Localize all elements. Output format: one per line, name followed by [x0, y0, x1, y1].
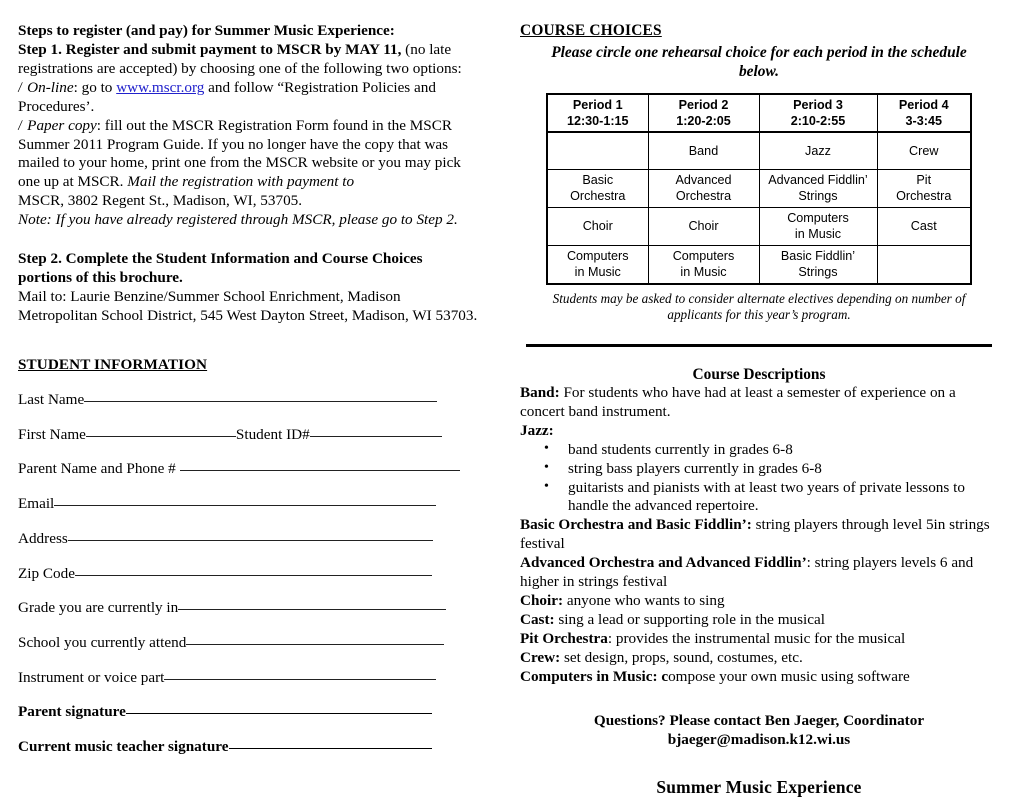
description-basic-text: string players through level 5in strings festival	[520, 516, 990, 553]
field-parent-signature-label: Parent signature	[18, 703, 126, 721]
description-crew-text: set design, props, sound, costumes, etc.	[560, 648, 803, 666]
period-1-time: 12:30-1:15	[566, 113, 629, 128]
option-online	[18, 79, 480, 117]
description-computers-in-music	[520, 668, 998, 687]
course-cell[interactable]: Computers in Music	[547, 245, 648, 284]
pencil-bullet-icon: \	[17, 79, 23, 96]
table-row	[547, 245, 971, 284]
course-cell[interactable]: Pit Orchestra	[877, 169, 971, 207]
field-last-name-label: Last Name	[18, 390, 85, 408]
description-computers-label: Computers in Music: c	[520, 667, 669, 685]
contact-question-line: Questions? Please contact Ben Jaeger, Coordinator	[593, 711, 925, 729]
option-paper-text: : fill out the MSCR Registration Form found in the MSCR Summer 2011 Program Guide. If you no longer have the copy that was mailed to your home, print one from the MSCR website or you may pick one up at MSCR.	[18, 116, 461, 191]
mscr-website-link[interactable]: www.mscr.org	[116, 78, 205, 96]
field-address-input[interactable]	[68, 540, 433, 541]
course-cell[interactable]	[877, 245, 971, 284]
contact-email: bjaeger@madison.k12.wi.us	[667, 731, 851, 749]
option-online-post: and follow “Registration Policies and Procedures’.	[18, 78, 436, 115]
field-first-name-label: First Name	[18, 425, 86, 443]
option-online-pre: : go to	[73, 78, 117, 96]
table-row	[547, 132, 971, 170]
description-cast-text: sing a lead or supporting role in the musical	[554, 610, 825, 628]
field-last-name-input[interactable]	[84, 401, 437, 402]
description-advanced-text: : string players levels 6 and higher in strings festival	[520, 554, 974, 591]
schedule-table-wrapper	[520, 93, 998, 285]
mail-to-address: Mail to: Laurie Benzine/Summer School Enrichment, Madison Metropolitan School District, 545 West Dayton Street, Madison, WI 53703.	[18, 287, 478, 324]
step-2-heading-line2: portions of this brochure.	[18, 269, 183, 287]
registration-note: Note: If you have already registered through MSCR, please go to Step 2.	[18, 211, 458, 229]
field-address-label: Address	[18, 529, 68, 547]
schedule-header-period-3	[759, 94, 877, 132]
schedule-header-period-1	[547, 94, 648, 132]
option-online-label: On-line	[27, 78, 74, 96]
schedule-header-period-2	[648, 94, 759, 132]
schedule-header-period-4	[877, 94, 971, 132]
field-instrument-input[interactable]	[164, 679, 436, 680]
left-column	[18, 22, 480, 773]
description-advanced-orchestra	[520, 554, 998, 592]
field-grade	[18, 599, 480, 617]
description-jazz-label: Jazz:	[520, 421, 554, 439]
field-parent-name-phone-label: Parent Name and Phone #	[18, 460, 180, 478]
pencil-bullet-icon: \	[17, 117, 23, 134]
field-teacher-signature	[18, 738, 480, 756]
description-band-label: Band:	[520, 383, 560, 401]
description-basic-orchestra	[520, 516, 998, 554]
period-3-name: Period 3	[793, 97, 843, 112]
field-school-input[interactable]	[186, 644, 444, 645]
period-1-name: Period 1	[572, 97, 623, 112]
schedule-table-note: Students may be asked to consider alternate electives depending on number of applicants for this year’s program.	[552, 290, 966, 322]
field-email	[18, 495, 480, 513]
field-address	[18, 530, 480, 548]
option-paper-label: Paper copy	[27, 116, 97, 134]
description-cast-label: Cast:	[520, 610, 555, 628]
description-band-text: For students who have had at least a semester of experience on a concert band instrument.	[520, 383, 956, 420]
field-email-input[interactable]	[54, 505, 436, 506]
field-last-name	[18, 391, 480, 409]
course-cell[interactable]	[547, 132, 648, 170]
course-cell[interactable]: Basic Fiddlin’ Strings	[759, 245, 877, 284]
field-school	[18, 634, 480, 652]
two-column-layout	[18, 22, 1004, 798]
description-advanced-label: Advanced Orchestra and Advanced Fiddlin’	[520, 554, 807, 572]
jazz-bullet-list	[520, 441, 998, 517]
course-choices-heading: COURSE CHOICES	[520, 22, 662, 39]
list-item: • band students currently in grades 6-8	[566, 441, 998, 460]
description-basic-label: Basic Orchestra and Basic Fiddlin’:	[520, 516, 752, 534]
field-grade-label: Grade you are currently in	[18, 599, 179, 617]
course-descriptions-title: Course Descriptions	[692, 365, 826, 383]
step-1-rest: (no late registrations are accepted) by choosing one of the following two options:	[18, 40, 462, 77]
step-2-heading-line1: Step 2. Complete the Student Information and Course Choices	[18, 250, 423, 268]
description-choir-label: Choir:	[520, 592, 564, 610]
table-row	[547, 207, 971, 245]
steps-heading: Steps to register (and pay) for Summer Music Experience:	[18, 22, 395, 39]
step-1-paragraph	[18, 41, 480, 79]
course-cell[interactable]: Computers in Music	[759, 207, 877, 245]
course-cell[interactable]: Cast	[877, 207, 971, 245]
field-parent-name-phone-input[interactable]	[180, 470, 460, 471]
period-3-time: 2:10-2:55	[790, 113, 846, 128]
option-paper-copy	[18, 117, 480, 193]
period-4-name: Period 4	[898, 97, 949, 112]
field-first-name	[18, 426, 480, 444]
course-cell[interactable]: Choir	[547, 207, 648, 245]
field-teacher-signature-label: Current music teacher signature	[18, 738, 229, 756]
description-choir	[520, 592, 998, 611]
description-crew	[520, 649, 998, 668]
course-cell[interactable]: Jazz	[759, 132, 877, 170]
course-cell[interactable]: Band	[648, 132, 759, 170]
description-computers-text: ompose your own music using software	[668, 667, 910, 685]
option-paper-mail-italic: Mail the registration with payment to	[127, 173, 355, 191]
course-cell[interactable]: Computers in Music	[648, 245, 759, 284]
field-parent-signature	[18, 703, 480, 721]
field-instrument-label: Instrument or voice part	[18, 668, 165, 686]
field-zip-code-input[interactable]	[75, 575, 432, 576]
field-grade-input[interactable]	[178, 609, 446, 610]
course-cell[interactable]: Advanced Fiddlin’ Strings	[759, 169, 877, 207]
field-student-id-label: Student ID#	[235, 425, 310, 443]
student-information-heading: STUDENT INFORMATION	[18, 355, 208, 373]
contact-block	[520, 711, 998, 751]
list-item: • string bass players currently in grades 6-8	[566, 460, 998, 479]
course-cell[interactable]: Advanced Orchestra	[648, 169, 759, 207]
brochure-title: Summer Music Experience	[656, 777, 862, 798]
description-choir-text: anyone who wants to sing	[563, 592, 725, 610]
field-zip-code	[18, 565, 480, 583]
field-first-name-input[interactable]	[86, 436, 236, 437]
schedule-table-head	[547, 94, 971, 132]
field-zip-code-label: Zip Code	[18, 564, 75, 582]
course-cell[interactable]: Crew	[877, 132, 971, 170]
mscr-address: MSCR, 3802 Regent St., Madison, WI, 53705.	[18, 192, 303, 210]
schedule-table-body	[547, 132, 971, 284]
period-2-time: 1:20-2:05	[676, 113, 731, 128]
field-instrument	[18, 669, 480, 687]
description-pit-label: Pit Orchestra	[520, 629, 608, 647]
field-parent-name-phone	[18, 460, 480, 478]
table-row	[547, 169, 971, 207]
description-pit-orchestra	[520, 630, 998, 649]
right-column	[520, 22, 998, 798]
step-1-bold-lead: Step 1. Register and submit payment to MSCR by MAY 11,	[18, 40, 402, 58]
schedule-header-row	[547, 94, 971, 132]
description-pit-text: : provides the instrumental music for the musical	[607, 629, 906, 647]
period-2-name: Period 2	[678, 97, 729, 112]
description-cast	[520, 611, 998, 630]
field-email-label: Email	[18, 495, 55, 513]
field-teacher-signature-input[interactable]	[229, 748, 432, 749]
circle-instruction: Please circle one rehearsal choice for each period in the schedule below.	[551, 44, 967, 81]
field-student-id-input[interactable]	[310, 436, 442, 437]
description-crew-label: Crew:	[520, 648, 561, 666]
schedule-table	[546, 93, 972, 285]
section-divider	[526, 344, 992, 347]
field-school-label: School you currently attend	[18, 633, 187, 651]
list-item: • guitarists and pianists with at least two years of private lessons to handle the advanced repertoire.	[566, 479, 998, 517]
field-parent-signature-input[interactable]	[126, 713, 432, 714]
course-cell[interactable]: Choir	[648, 207, 759, 245]
period-4-time: 3-3:45	[905, 113, 942, 128]
course-cell[interactable]: Basic Orchestra	[547, 169, 648, 207]
description-band	[520, 384, 998, 422]
